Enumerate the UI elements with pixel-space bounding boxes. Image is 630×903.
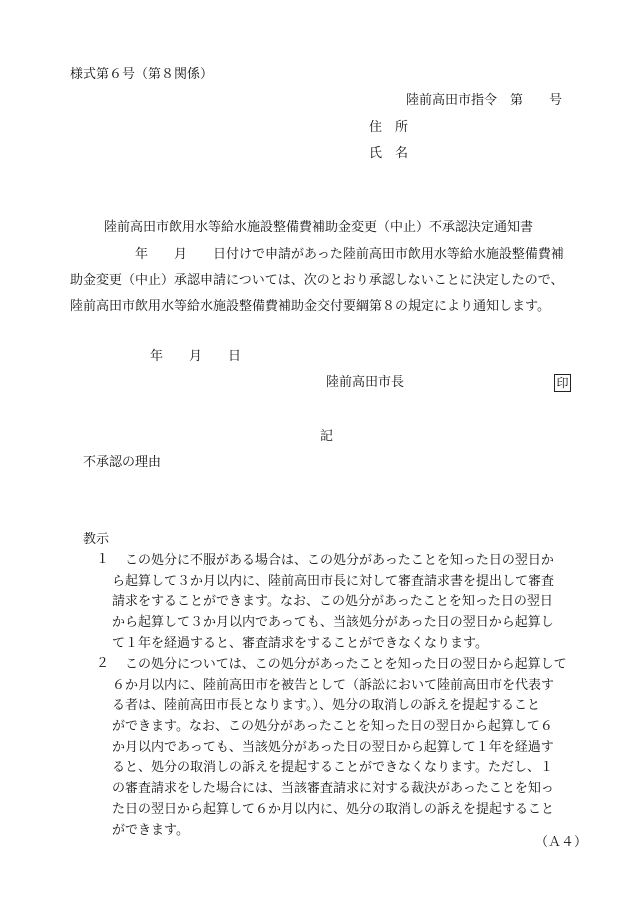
- instruction-text: [112, 657, 584, 843]
- instruction-line: ６か月以内に、陸前高田市を被告として（訴訟において陸前高田市を代表す: [112, 677, 555, 693]
- name-label: 氏 名: [369, 146, 409, 161]
- instruction-line: ができます。なお、この処分があったことを知った日の翌日から起算して６: [112, 719, 553, 735]
- directive-number: 陸前高田市指令 第 号: [406, 93, 563, 108]
- instruction-heading: 教示: [83, 532, 110, 547]
- instruction-line: ると、処分の取消しの訴えを提起することができなくなります。ただし、１: [112, 760, 553, 776]
- form-number: 様式第６号（第８関係）: [70, 67, 214, 82]
- instruction-text: [112, 553, 584, 656]
- reason-label: 不承認の理由: [83, 455, 162, 470]
- mayor-title: 陸前高田市長: [326, 375, 405, 390]
- seal-mark: 印: [554, 374, 571, 392]
- body-line: 助金変更（中止）承認申請については、次のとおり承認しないことに決定したので、: [70, 273, 564, 288]
- instruction-line: ができます。: [112, 822, 189, 838]
- body-paragraph: [70, 246, 580, 324]
- instruction-line: この処分については、この処分があったことを知った日の翌日から起算して: [125, 657, 567, 672]
- instruction-line: ら起算して３か月以内に、陸前高田市長に対して審査請求書を提出して審査: [112, 573, 555, 589]
- instruction-line: た日の翌日から起算して６か月以内に、処分の取消しの訴えを提起すること: [112, 801, 555, 817]
- instruction-line: 請求をすることができます。なお、この処分があったことを知った日の翌日: [112, 594, 553, 610]
- instruction-line: か月以内であっても、当該処分があった日の翌日から起算して１年を経過す: [112, 739, 554, 755]
- body-line: 年 月 日付けで申請があった陸前高田市飲用水等給水施設整備費補: [135, 247, 564, 262]
- instruction-number: １: [96, 552, 110, 567]
- paper-size-label: （Ａ４）: [535, 835, 588, 850]
- body-line: 陸前高田市飲用水等給水施設整備費補助金交付要綱第８の規定により通知します。: [70, 299, 550, 314]
- date-line: 年 月 日: [150, 349, 242, 364]
- instruction-number: ２: [96, 656, 110, 671]
- instruction-line: から起算して３か月以内であっても、当該処分があった日の翌日から起算し: [112, 615, 554, 631]
- instruction-line: この処分に不服がある場合は、この処分があったことを知った日の翌日か: [125, 553, 554, 568]
- instruction-line: る者は、陸前高田市長となります。）、処分の取消しの訴えを提起すること: [112, 698, 540, 714]
- document-title: 陸前高田市飲用水等給水施設整備費補助金変更（中止）不承認決定通知書: [104, 220, 534, 235]
- ki-heading: 記: [320, 429, 334, 444]
- instruction-line: の審査請求をした場合には、当該審査請求に対する裁決があったことを知っ: [112, 781, 554, 797]
- instruction-line: て１年を経過すると、審査請求をすることができなくなります。: [112, 635, 488, 651]
- address-label: 住 所: [369, 120, 409, 135]
